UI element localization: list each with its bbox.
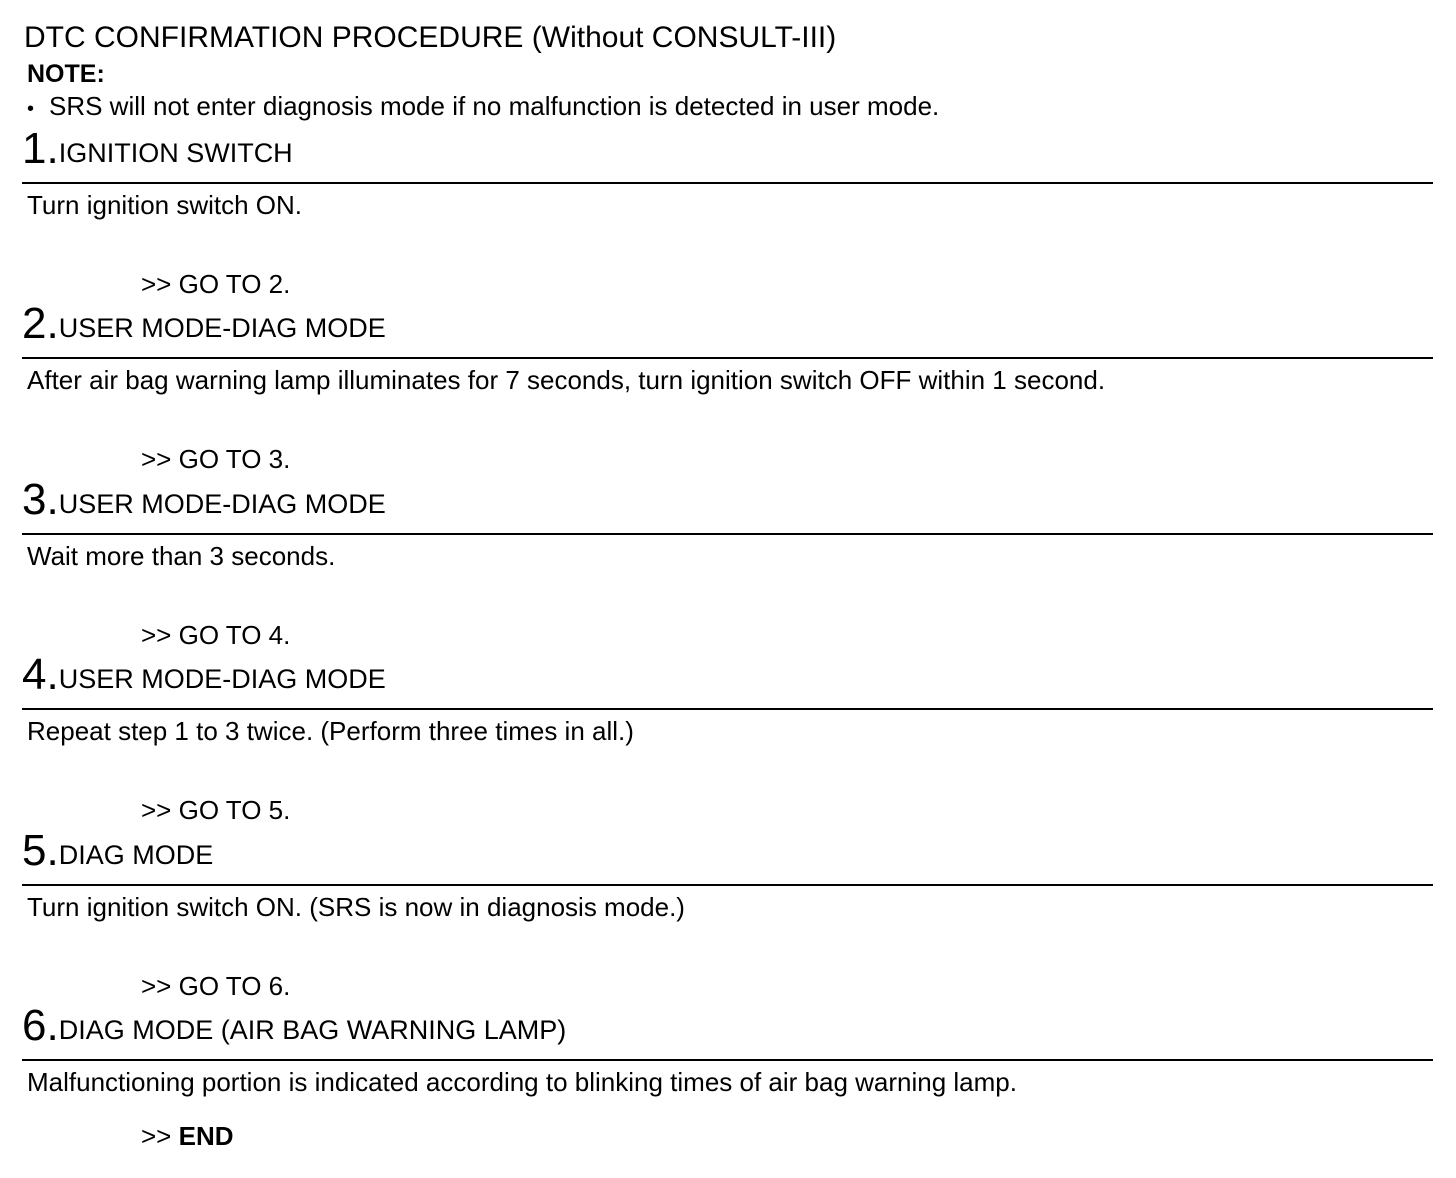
step-4 bbox=[0, 652, 1456, 827]
step-title: USER MODE-DIAG MODE bbox=[58, 313, 386, 343]
step-divider bbox=[22, 533, 1433, 535]
step-number: 5. bbox=[22, 826, 59, 875]
step-divider bbox=[22, 708, 1433, 710]
step-goto-link[interactable]: >> GO TO 6. bbox=[141, 971, 291, 1001]
step-instruction: After air bag warning lamp illuminates for 7 seconds, turn ignition switch OFF within 1 second. bbox=[27, 365, 1106, 395]
step-instruction: Wait more than 3 seconds. bbox=[27, 541, 336, 571]
step-title: DIAG MODE (AIR BAG WARNING LAMP) bbox=[58, 1015, 567, 1045]
step-number: 4. bbox=[22, 650, 59, 699]
step-goto-link[interactable]: >> GO TO 4. bbox=[141, 620, 291, 650]
step-instruction: Repeat step 1 to 3 twice. (Perform three times in all.) bbox=[27, 716, 634, 746]
note-label: NOTE: bbox=[27, 60, 105, 88]
step-3 bbox=[0, 477, 1456, 652]
step-2 bbox=[0, 301, 1456, 476]
step-heading bbox=[22, 652, 386, 698]
step-number: 2. bbox=[22, 299, 59, 348]
step-heading bbox=[22, 301, 386, 347]
step-number: 1. bbox=[22, 124, 59, 173]
end-marker bbox=[141, 1120, 234, 1152]
step-goto-link[interactable]: >> GO TO 5. bbox=[141, 795, 291, 825]
step-heading bbox=[22, 477, 386, 523]
step-5 bbox=[0, 828, 1456, 1003]
step-heading bbox=[22, 126, 293, 172]
step-divider bbox=[22, 1059, 1433, 1061]
step-goto-link[interactable]: >> GO TO 2. bbox=[141, 269, 291, 299]
step-title: USER MODE-DIAG MODE bbox=[58, 664, 386, 694]
step-number: 3. bbox=[22, 475, 59, 524]
note-text: SRS will not enter diagnosis mode if no malfunction is detected in user mode. bbox=[49, 91, 940, 121]
end-prefix: >> bbox=[141, 1121, 172, 1151]
step-heading bbox=[22, 828, 213, 874]
step-instruction: Malfunctioning portion is indicated according to blinking times of air bag warning lamp. bbox=[27, 1067, 1017, 1097]
step-goto-link[interactable]: >> GO TO 3. bbox=[141, 444, 291, 474]
step-1 bbox=[0, 126, 1456, 301]
step-title: DIAG MODE bbox=[58, 840, 214, 870]
step-instruction: Turn ignition switch ON. bbox=[27, 190, 303, 220]
end-label: END bbox=[178, 1121, 234, 1151]
step-number: 6. bbox=[22, 1001, 59, 1050]
step-divider bbox=[22, 357, 1433, 359]
bullet-icon: • bbox=[27, 98, 35, 120]
step-title: USER MODE-DIAG MODE bbox=[58, 489, 386, 519]
step-divider bbox=[22, 182, 1433, 184]
step-heading bbox=[22, 1003, 566, 1049]
step-divider bbox=[22, 884, 1433, 886]
note-item bbox=[27, 91, 939, 124]
page-title: DTC CONFIRMATION PROCEDURE (Without CONSULT-III) bbox=[24, 21, 837, 54]
step-title: IGNITION SWITCH bbox=[58, 138, 293, 168]
step-instruction: Turn ignition switch ON. (SRS is now in diagnosis mode.) bbox=[27, 892, 685, 922]
